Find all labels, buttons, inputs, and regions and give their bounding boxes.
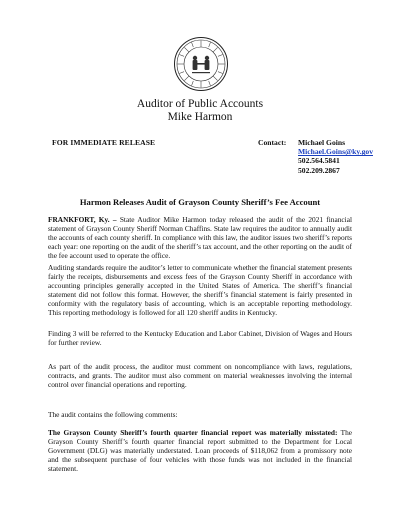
contact-name: Michael Goins [298, 138, 346, 147]
paragraph-finding-referral: Finding 3 will be referred to the Kentucky Education and Labor Cabinet, Division of Wages and Hours for further review. [48, 329, 352, 347]
headline: Harmon Releases Audit of Grayson County Sheriff’s Fee Account [79, 197, 321, 207]
contact-email-link[interactable]: Michael.Goins@ky.gov [298, 147, 373, 157]
paragraph-intro [48, 216, 352, 261]
paragraph-standards: Auditing standards require the auditor’s letter to communicate whether the financial statement presents fairly the receipts, disbursements and excess fees of the Grayson County Sheriff in accordance with accounting principles generally accepted in the United States of America. The sheriff’s financial statement did not follow this format. However, the sheriff’s financial statement is fairly presented in conformity with the regulatory basis of accounting, which is an acceptable reporting methodology. This reporting methodology is followed for all 120 sheriff audits in Kentucky. [48, 263, 352, 317]
release-label: FOR IMMEDIATE RELEASE [52, 138, 156, 147]
paragraph-comments-intro: The audit contains the following comments: [48, 410, 178, 419]
auditor-office-title: Auditor of Public Accounts [136, 98, 264, 110]
seal-graphic [173, 36, 229, 92]
dateline: FRANKFORT, Ky. – [48, 215, 117, 224]
paragraph-compliance: As part of the audit process, the auditor must comment on noncompliance with laws, regulations, contracts, and grants. The auditor must also comment on material weaknesses involving the internal control over financial operations and reporting. [48, 362, 352, 389]
contact-label: Contact: [258, 138, 287, 147]
contact-phone-secondary: 502.209.2867 [298, 165, 340, 175]
auditor-name: Mike Harmon [167, 111, 233, 123]
finding-1-text: The Grayson County Sheriff’s fourth quarter financial report submitted to the Department for Local Government (DLG) was materially understated. Loan proceeds of $118,062 from a promissory note and the subsequent purchase of four vehicles with those funds was not included in the financial statement. [48, 428, 352, 473]
paragraph-intro-text: State Auditor Mike Harmon today released the audit of the 2021 financial statement of Grayson County Sheriff Norman Chaffins. State law requires the auditor to annually audit the accounts of each county sheriff. In compliance with this law, the auditor issues two sheriff’s reports each year: one reporting on the audit of the sheriff’s tax account, and the other reporting on the audit of the fee account used to operate the office. [48, 215, 352, 260]
finding-1-title: The Grayson County Sheriff’s fourth quarter financial report was materially misstated: [48, 428, 338, 437]
paragraph-finding-1 [48, 429, 352, 474]
contact-phone-primary: 502.564.5841 [298, 156, 340, 166]
contact-info [298, 138, 373, 175]
commonwealth-seal-icon [173, 36, 229, 92]
